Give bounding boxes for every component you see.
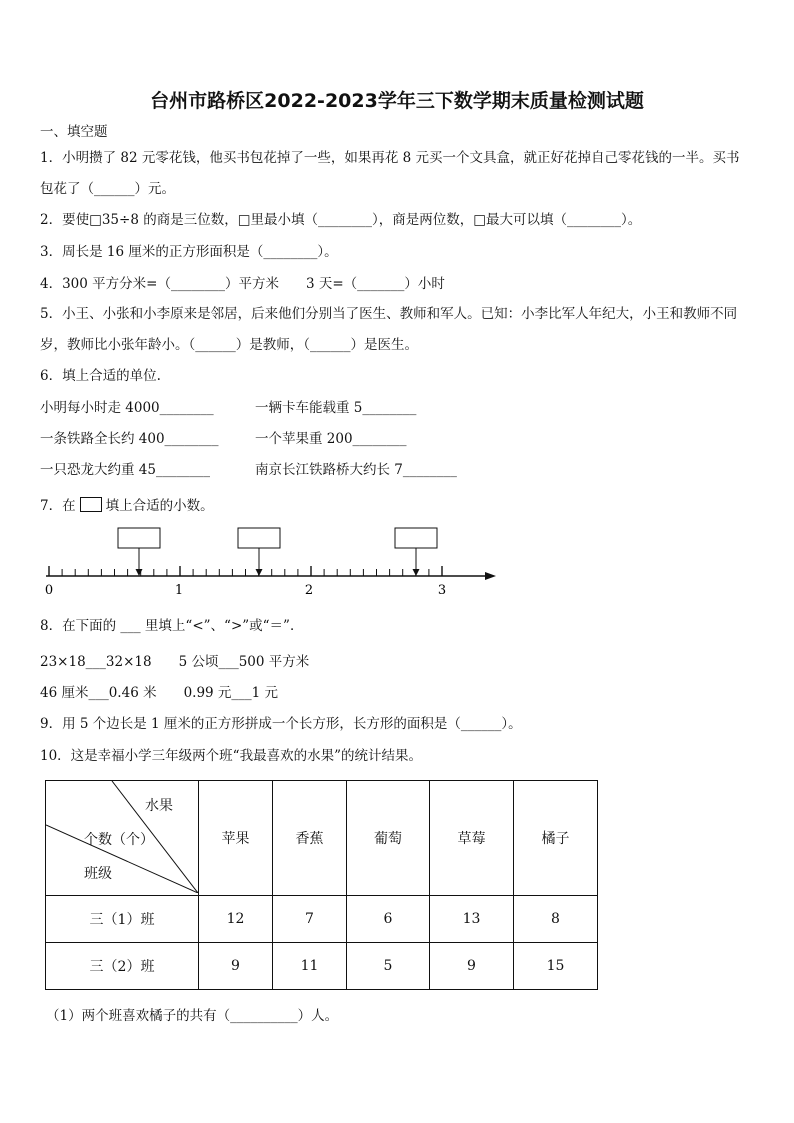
question-5-line-2: 岁，教师比小张年龄小。（______）是教师，（______）是医生。 [40, 337, 418, 353]
question-2: 2．要使□35÷8 的商是三位数，□里最小填（________），商是两位数，□最大可以填（________）。 [40, 212, 642, 228]
compare-line-1: 23×18___32×18 5 公顷___500 平方米 [40, 654, 310, 670]
unit-item: 南京长江铁路桥大约长 7________ [255, 462, 457, 478]
unit-item: 一辆卡车能载重 5________ [255, 400, 417, 416]
table-cell: 15 [514, 943, 598, 990]
table-row [46, 943, 598, 990]
header-class-label: 班级 [84, 866, 112, 882]
number-line-arrowhead [485, 572, 496, 580]
unit-item: 一只恐龙大约重 45________ [40, 462, 210, 478]
question-9: 9．用 5 个边长是 1 厘米的正方形拼成一个长方形，长方形的面积是（______）。 [40, 716, 522, 732]
table-cell: 11 [273, 943, 347, 990]
table-cell: 12 [199, 896, 273, 943]
tick-label-3: 3 [437, 583, 447, 598]
answer-box-3 [395, 528, 437, 576]
question-10-label: 10．这是幸福小学三年级两个班“我最喜欢的水果”的统计结果。 [40, 748, 422, 764]
answer-box [395, 528, 437, 548]
section-heading: 一、填空题 [40, 124, 108, 140]
question-1-line-2: 包花了（______）元。 [40, 181, 175, 197]
question-6-label: 6．填上合适的单位. [40, 368, 161, 384]
row-name: 三（1）班 [46, 896, 199, 943]
answer-box-1 [118, 528, 160, 576]
tick-label-1: 1 [174, 583, 184, 598]
answer-box [238, 528, 280, 548]
column-header: 草莓 [430, 781, 514, 896]
question-8-label: 8．在下面的 ___ 里填上“<”、“>”或“＝”． [40, 618, 304, 634]
header-fruit-label: 水果 [145, 798, 173, 814]
number-line [36, 518, 506, 600]
row-name: 三（2）班 [46, 943, 199, 990]
answer-box-2 [238, 528, 280, 576]
column-header: 橘子 [514, 781, 598, 896]
pointer-arrow-icon [413, 569, 420, 576]
table-cell: 13 [430, 896, 514, 943]
unit-item: 一条铁路全长约 400________ [40, 431, 219, 447]
table-cell: 8 [514, 896, 598, 943]
answer-box [118, 528, 160, 548]
page-title: 台州市路桥区2022-2023学年三下数学期末质量检测试题 [150, 90, 644, 112]
tick-label-0: 0 [44, 583, 54, 598]
pointer-arrow-icon [136, 569, 143, 576]
pointer-arrow-icon [256, 569, 263, 576]
question-7-prefix: 7．在 [40, 498, 76, 514]
table-cell: 6 [347, 896, 430, 943]
table-header-row [46, 781, 598, 896]
table-row [46, 896, 598, 943]
diagonal-header-cell [46, 781, 199, 896]
question-5-line-1: 5．小王、小张和小李原来是邻居，后来他们分别当了医生、教师和军人。已知：小李比军人年纪大，小王和教师不同 [40, 306, 738, 322]
question-3: 3．周长是 16 厘米的正方形面积是（________）。 [40, 244, 338, 260]
question-1-line-1: 1．小明攒了 82 元零花钱，他买书包花掉了一些，如果再花 8 元买一个文具盒，就正好花掉自己零花钱的一半。买书 [40, 150, 740, 166]
column-header: 香蕉 [273, 781, 347, 896]
table-cell: 7 [273, 896, 347, 943]
header-count-label: 个数（个） [84, 832, 154, 848]
tick-label-2: 2 [304, 583, 314, 598]
answer-box-icon [80, 497, 102, 512]
table-cell: 9 [199, 943, 273, 990]
column-header: 葡萄 [347, 781, 430, 896]
question-7-suffix: 填上合适的小数。 [105, 498, 214, 514]
question-4: 4．300 平方分米=（________）平方米 3 天=（_______）小时 [40, 276, 445, 292]
table-cell: 9 [430, 943, 514, 990]
compare-line-2: 46 厘米___0.46 米 0.99 元___1 元 [40, 685, 279, 701]
question-7 [40, 494, 214, 514]
question-10-sub-1: （1）两个班喜欢橘子的共有（__________）人。 [46, 1008, 339, 1024]
number-line-ticks [49, 566, 442, 576]
column-header: 苹果 [199, 781, 273, 896]
fruit-table [45, 780, 598, 990]
table-cell: 5 [347, 943, 430, 990]
unit-item: 一个苹果重 200________ [255, 431, 407, 447]
unit-item: 小明每小时走 4000________ [40, 400, 214, 416]
